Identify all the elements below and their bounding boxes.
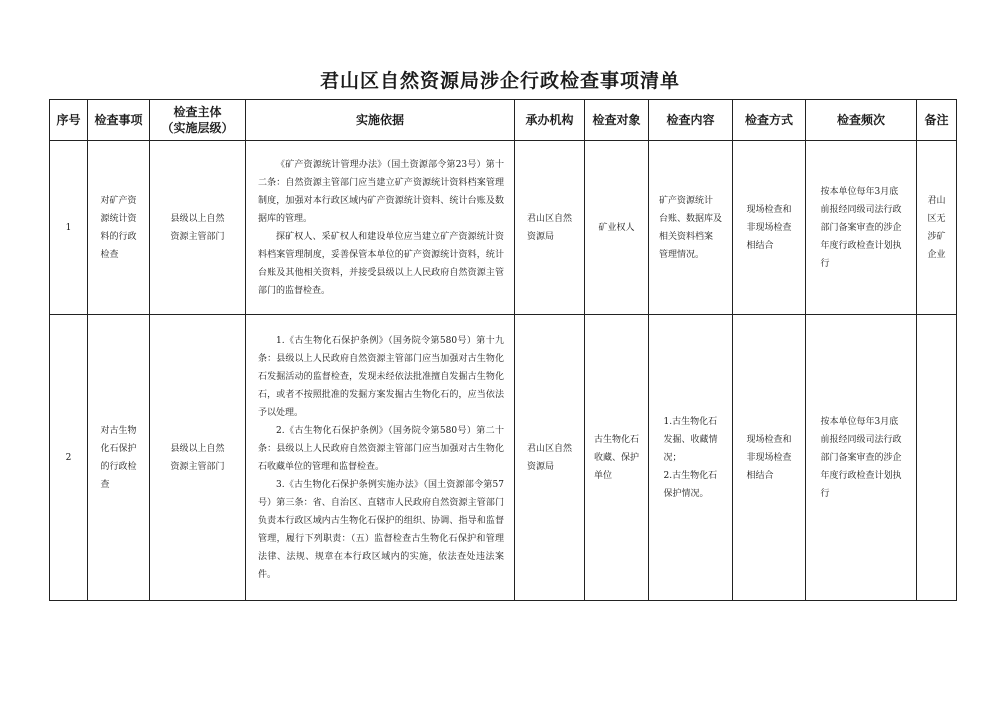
cell-index: 2 xyxy=(50,315,88,601)
cell-agency: 君山区自然 资源局 xyxy=(515,315,585,601)
table-row xyxy=(50,315,957,601)
table-row xyxy=(50,141,957,315)
cell-content: 矿产资源统计 台账、数据库及 相关资料档案 管理情况。 xyxy=(649,141,733,315)
cell-item: 对矿产资 源统计资 料的行政 检查 xyxy=(88,141,150,315)
cell-frequency: 按本单位每年3月底 前报经同级司法行政 部门备案审查的涉企 年度行政检查计划执 行 xyxy=(806,141,917,315)
basis-paragraph: 探矿权人、采矿权人和建设单位应当建立矿产资源统计资料档案管理制度，妥善保管本单位的矿产资源统计资料，统计台账及其他相关资料，并接受县级以上人民政府自然资源主管部门的监督检查。 xyxy=(258,231,504,296)
cell-target: 古生物化石 收藏、保护 单位 xyxy=(585,315,649,601)
basis-paragraph: 1.《古生物化石保护条例》（国务院令第580号）第十九条：县级以上人民政府自然资源主管部门应当加强对古生物化石发掘活动的监督检查，发现未经依法批准擅自发掘古生物化石，或者不按照批准的发掘方案发掘古生物化石的，应当依法予以处理。 xyxy=(258,335,504,418)
cell-subject: 县级以上自然 资源主管部门 xyxy=(150,141,246,315)
cell-basis xyxy=(246,141,515,315)
header-target: 检查对象 xyxy=(585,100,649,141)
cell-frequency: 按本单位每年3月底 前报经同级司法行政 部门备案审查的涉企 年度行政检查计划执 行 xyxy=(806,315,917,601)
cell-index: 1 xyxy=(50,141,88,315)
cell-basis xyxy=(246,315,515,601)
header-item: 检查事项 xyxy=(88,100,150,141)
header-method: 检查方式 xyxy=(733,100,806,141)
page-title: 君山区自然资源局涉企行政检查事项清单 xyxy=(319,70,680,92)
cell-subject: 县级以上自然 资源主管部门 xyxy=(150,315,246,601)
header-basis: 实施依据 xyxy=(246,100,515,141)
cell-content: 1.古生物化石 发掘、收藏情 况； 2.古生物化石 保护情况。 xyxy=(649,315,733,601)
cell-target: 矿业权人 xyxy=(585,141,649,315)
cell-agency: 君山区自然 资源局 xyxy=(515,141,585,315)
header-subject-line1: 检查主体 xyxy=(173,105,222,119)
header-remark: 备注 xyxy=(917,100,957,141)
cell-method: 现场检查和 非现场检查 相结合 xyxy=(733,141,806,315)
basis-paragraph: 3.《古生物化石保护条例实施办法》（国土资源部令第57号）第三条：省、自治区、直辖市人民政府自然资源主管部门负责本行政区域内古生物化石保护的组织、协调、指导和监督管理，履行下列职责：（五）监督检查古生物化石保护和管理法律、法规、规章在本行政区域内的实施，依法查处违法案件。 xyxy=(258,479,504,580)
cell-item: 对古生物 化石保护 的行政检 查 xyxy=(88,315,150,601)
cell-method: 现场检查和 非现场检查 相结合 xyxy=(733,315,806,601)
basis-paragraph: 《矿产资源统计管理办法》（国土资源部令第23号）第十二条：自然资源主管部门应当建立矿产资源统计资料档案管理制度，加强对本行政区域内矿产资源统计资料、统计台账及数据库的管理。 xyxy=(258,159,504,224)
cell-remark xyxy=(917,315,957,601)
header-index: 序号 xyxy=(50,100,88,141)
table-header-row xyxy=(50,100,957,141)
header-subject xyxy=(150,100,246,141)
header-frequency: 检查频次 xyxy=(806,100,917,141)
basis-paragraph: 2.《古生物化石保护条例》（国务院令第580号）第二十条：县级以上人民政府自然资源主管部门应当加强对古生物化石收藏单位的管理和监督检查。 xyxy=(258,425,504,472)
header-subject-line2: （实施层级） xyxy=(161,121,234,135)
cell-remark: 君山 区无 涉矿 企业 xyxy=(917,141,957,315)
inspection-table xyxy=(49,99,957,601)
header-content: 检查内容 xyxy=(649,100,733,141)
header-agency: 承办机构 xyxy=(515,100,585,141)
